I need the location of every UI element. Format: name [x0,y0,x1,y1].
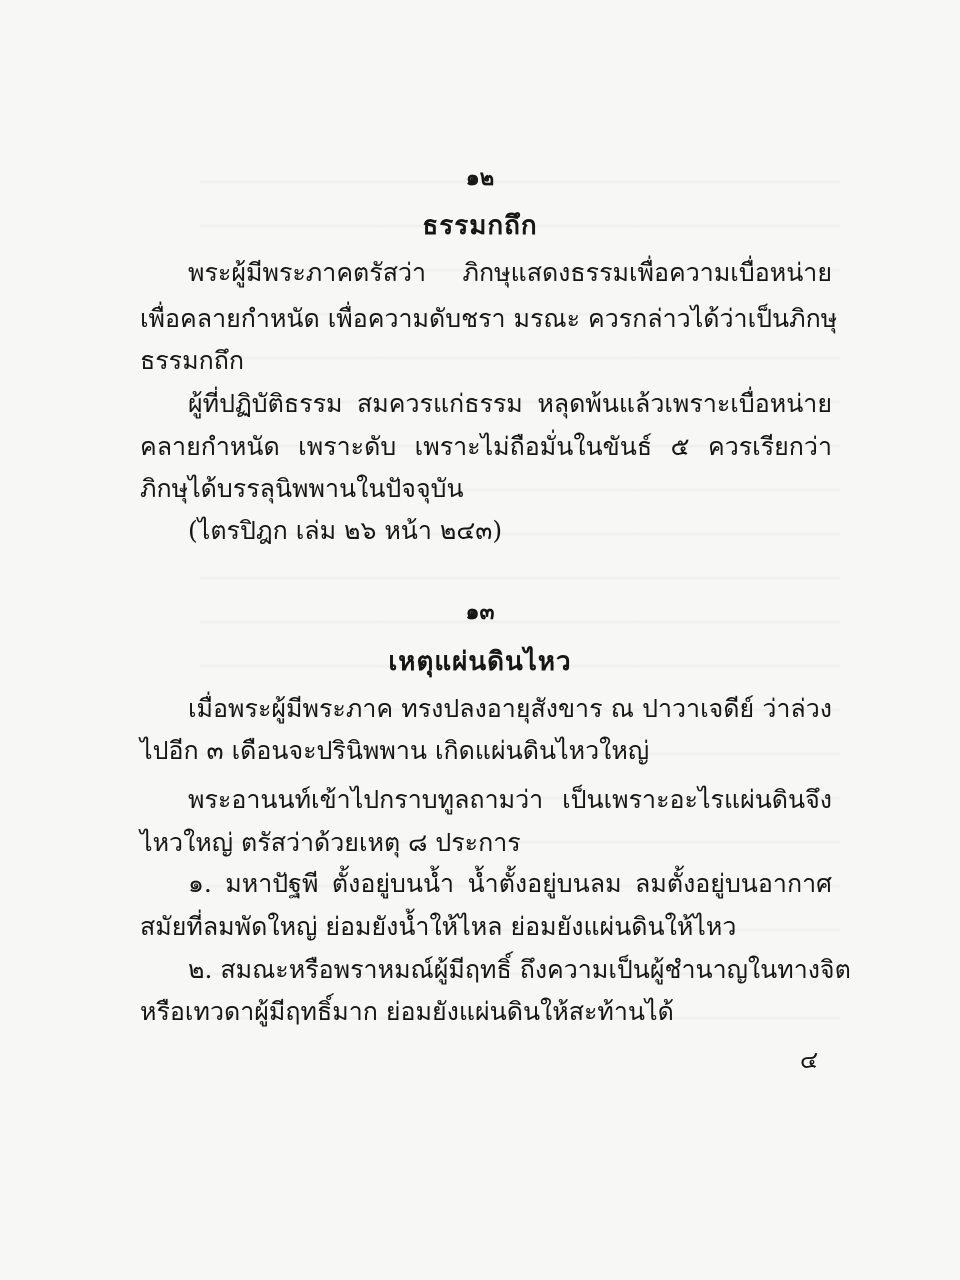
paragraph-line: เพื่อคลายกำหนัด เพื่อความดับชรา มรณะ ควรกล่าวได้ว่าเป็นภิกษุ [140,304,838,333]
section-title: ธรรมกถึก [422,211,538,241]
paragraph-line: ไหวใหญ่ ตรัสว่าด้วยเหตุ ๘ ประการ [140,828,521,857]
paragraph-line: ๑. มหาปัฐพี ตั้งอยู่บนน้ำ น้ำตั้งอยู่บนลม ลมตั้งอยู่บนอากาศ [188,869,832,898]
paragraph-line: คลายกำหนัด เพราะดับ เพราะไม่ถือมั่นในขันธ์ ๕ ควรเรียกว่า [140,432,832,461]
paragraph-line: พระอานนท์เข้าไปกราบทูลถามว่า เป็นเพราะอะไรแผ่นดินจึง [188,785,832,814]
section-number: ๑๒ [465,165,495,191]
paragraph-line: สมัยที่ลมพัดใหญ่ ย่อมยังน้ำให้ไหล ย่อมยังแผ่นดินให้ไหว [140,912,737,941]
section-title: เหตุแผ่นดินไหว [388,647,572,677]
citation: (ไตรปิฎก เล่ม ๒๖ หน้า ๒๔๓) [188,516,503,545]
paragraph-line: ไปอีก ๓ เดือนจะปรินิพพาน เกิดแผ่นดินไหวใหญ่ [140,736,650,765]
paragraph-line: ธรรมกถึก [140,346,245,375]
paragraph-line: เมื่อพระผู้มีพระภาค ทรงปลงอายุสังขาร ณ ปาวาเจดีย์ ว่าล่วง [188,694,832,723]
section-number: ๑๓ [465,599,495,625]
paragraph-line: ภิกษุได้บรรลุนิพพานในปัจจุบัน [140,474,464,503]
paragraph-line: ผู้ที่ปฏิบัติธรรม สมควรแก่ธรรม หลุดพ้นแล้วเพราะเบื่อหน่าย [188,389,832,418]
page-number: ๔ [800,1046,819,1074]
paragraph-line: พระผู้มีพระภาคตรัสว่า ภิกษุแสดงธรรมเพื่อความเบื่อหน่าย [188,258,832,287]
paragraph-line: ๒. สมณะหรือพราหมณ์ผู้มีฤทธิ์ ถึงความเป็นผู้ชำนาญในทางจิต [188,955,851,984]
paragraph-line: หรือเทวดาผู้มีฤทธิ์มาก ย่อมยังแผ่นดินให้สะท้านได้ [140,997,674,1026]
